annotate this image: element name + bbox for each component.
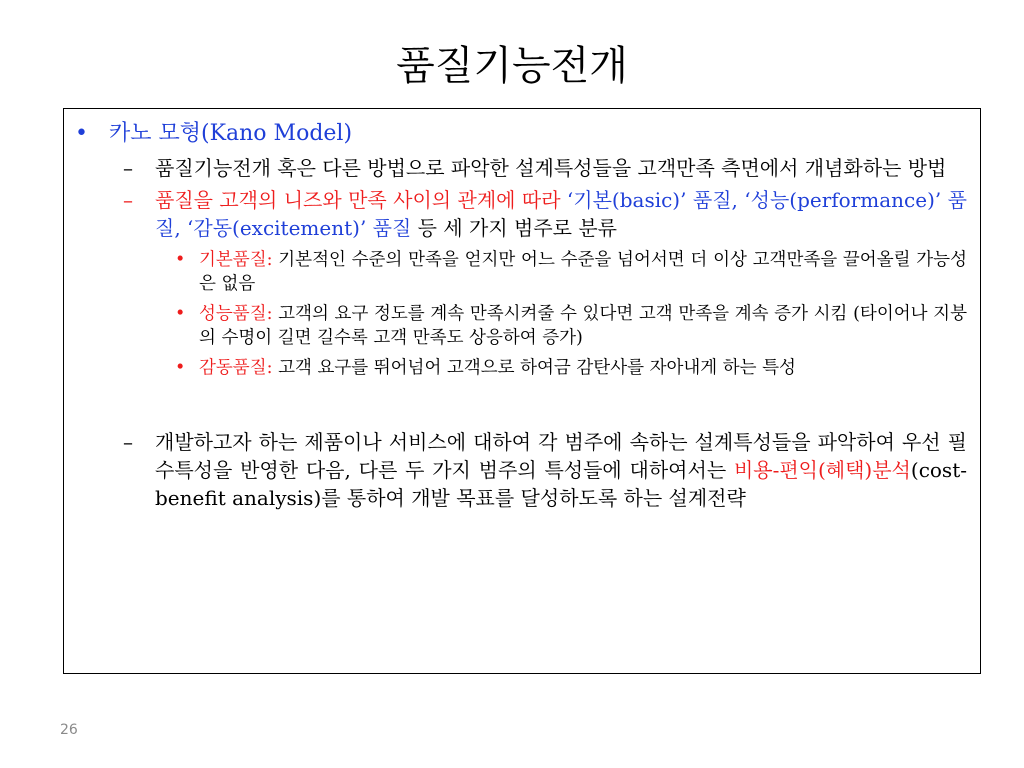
strategy-text-a: 개발하고자 하는 제품이나 서비스에 대하여 각 범주에 속하는 설계특성들을 파악하여 우선 필수특성을 반영한 다음, 다른 두 가지 범주의 특성들에 대하여서는 bbox=[155, 430, 967, 482]
excitement-quality-desc: 고객 요구를 뛰어넘어 고객으로 하여금 감탄사를 자아내게 하는 특성 bbox=[272, 358, 796, 378]
performance-quality-term: 성능품질: bbox=[199, 304, 273, 324]
categories-item bbox=[63, 186, 981, 242]
slide-content bbox=[63, 118, 981, 512]
excitement-quality-item bbox=[63, 356, 981, 380]
bullet-marker: • bbox=[175, 250, 186, 270]
categories-names: ‘기본(basic)’ 품질, ‘성능(performance)’ 품질, ‘감동(excitement)’ 품질 bbox=[155, 188, 967, 240]
strategy-item bbox=[63, 428, 981, 512]
page-number: 26 bbox=[60, 722, 78, 738]
performance-quality-item bbox=[63, 302, 981, 350]
dash-marker: – bbox=[123, 156, 133, 180]
definition-item bbox=[63, 154, 981, 182]
strategy-text-c: (cost-benefit analysis)를 통하여 개발 목표를 달성하도록 하는 설계전략 bbox=[155, 458, 967, 510]
categories-intro: 품질을 고객의 니즈와 만족 사이의 관계에 따라 bbox=[155, 188, 567, 212]
bullet-marker: • bbox=[175, 358, 186, 378]
excitement-quality-term: 감동품질: bbox=[199, 358, 273, 378]
bullet-marker: • bbox=[175, 304, 186, 324]
dash-marker: – bbox=[123, 430, 133, 454]
basic-quality-item bbox=[63, 248, 981, 296]
bullet-marker: • bbox=[75, 121, 88, 146]
definition-text: 품질기능전개 혹은 다른 방법으로 파악한 설계특성들을 고객만족 측면에서 개념화하는 방법 bbox=[155, 156, 947, 180]
slide-title: 품질기능전개 bbox=[396, 43, 628, 89]
kano-model-bullet bbox=[63, 118, 981, 150]
bullet-list bbox=[63, 118, 981, 512]
cost-benefit-term: 비용-편익(혜택)분석 bbox=[733, 458, 911, 482]
categories-outro: 등 세 가지 범주로 분류 bbox=[411, 216, 617, 240]
kano-model-heading: 카노 모형(Kano Model) bbox=[109, 121, 353, 146]
basic-quality-desc: 기본적인 수준의 만족을 얻지만 어느 수준을 넘어서면 더 이상 고객만족을 끌어올릴 가능성은 없음 bbox=[199, 250, 967, 294]
spacer bbox=[63, 380, 981, 424]
performance-quality-desc: 고객의 요구 정도를 계속 만족시켜줄 수 있다면 고객 만족을 계속 증가 시킴 (타이어나 지붕의 수명이 길면 길수록 고객 만족도 상응하여 증가) bbox=[199, 304, 967, 348]
dash-marker: – bbox=[123, 188, 133, 212]
basic-quality-term: 기본품질: bbox=[199, 250, 273, 270]
